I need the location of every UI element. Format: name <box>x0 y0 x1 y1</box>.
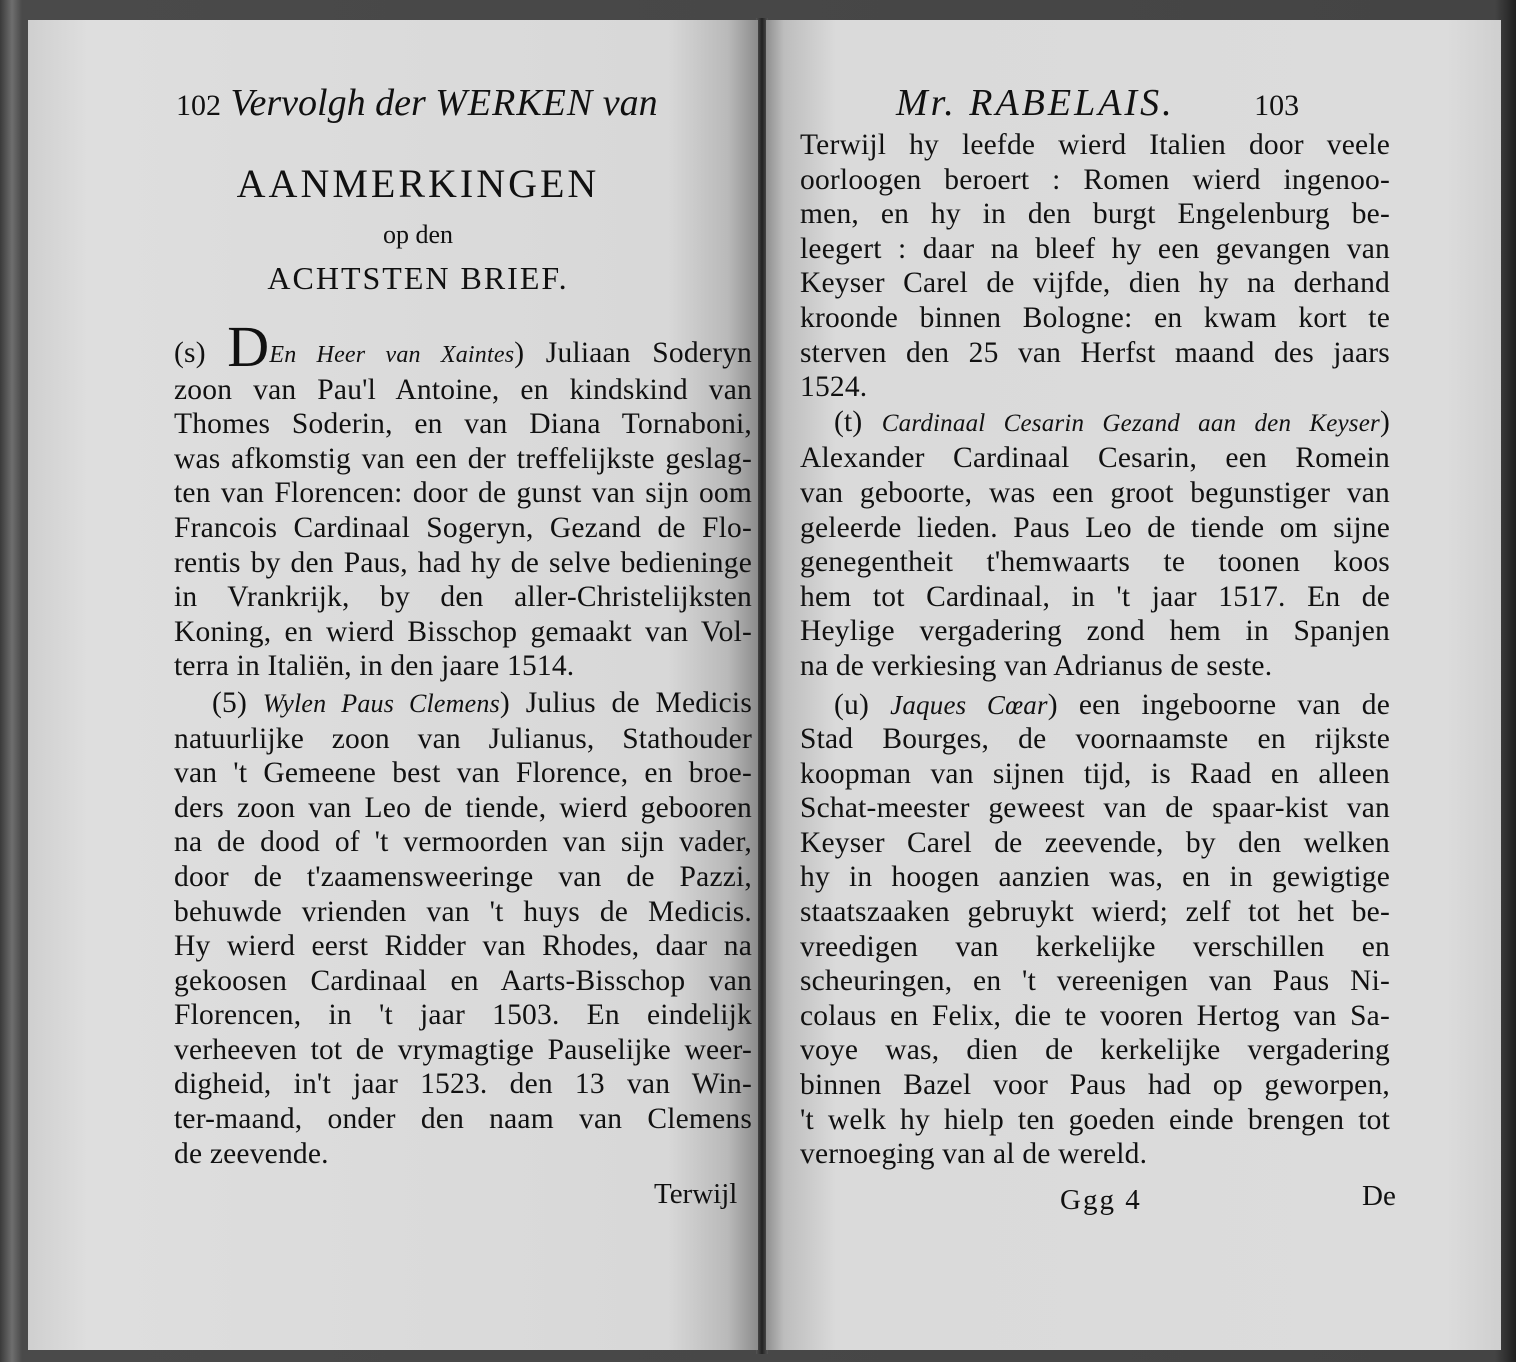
left-running-title-a: Vervolgh der <box>230 82 436 124</box>
text-line: 't welk hy hielp ten goeden einde brengen tot <box>800 1103 1390 1136</box>
text-line: hem tot Cardinaal, in 't jaar 1517. En de <box>800 580 1390 613</box>
text-line: leegert : daar na bleef hy een gevangen van <box>800 232 1390 265</box>
text-line: natuurlijke zoon van Julianus, Stathouder <box>174 722 752 755</box>
text-line: Thomes Soderin, en van Diana Tornaboni, <box>174 408 752 441</box>
text-line: ten van Florencen: door de gunst van sijn oom <box>174 477 752 510</box>
text-line: Schat-meester geweest van de spaar-kist van <box>800 792 1390 825</box>
note-s-first-line-rest: ) Juliaan Soderyn <box>514 337 752 369</box>
note-u <box>800 688 1390 1172</box>
right-notes <box>800 128 1390 1172</box>
text-line: behuwde vrienden van 't huys de Medicis. <box>174 895 752 928</box>
note-5-marker: (5) <box>212 686 263 719</box>
section-subheading: op den <box>382 220 454 249</box>
text-line: Florencen, in 't jaar 1503. En eindelijk <box>174 999 752 1032</box>
text-line: door de t'zaamensweeringe van de Pazzi, <box>174 860 752 893</box>
note-s-body <box>174 373 752 684</box>
text-line: Hy wierd eerst Ridder van Rhodes, daar na <box>174 930 752 963</box>
left-folio: 102 <box>176 89 221 122</box>
text-line: oorloogen beroert : Romen wierd ingenoo- <box>800 163 1390 196</box>
text-line: ders zoon van Leo de tiende, wierd gebooren <box>174 791 752 824</box>
text-line: hy in hoogen aanzien was, en in gewigtige <box>800 861 1390 894</box>
note-t-lemma: Cardinaal Cesarin Gezand aan den Keyser <box>881 409 1380 437</box>
note-5-lemma: Wylen Paus Clemens <box>262 688 500 718</box>
note-u-first-line-rest: ) een ingeboorne van de <box>1047 688 1390 721</box>
left-notes <box>174 314 752 1171</box>
text-line: na de dood of 't vermoorden van sijn vader, <box>174 826 752 859</box>
text-line: de zeevende. <box>174 1137 329 1170</box>
text-line: vernoeging van al de wereld. <box>800 1138 1148 1171</box>
text-line: Terwijl hy leefde wierd Italien door veele <box>800 129 1390 161</box>
text-line: geleerde lieden. Paus Leo de tiende om sijne <box>800 511 1390 544</box>
left-page <box>28 20 758 1350</box>
text-line: gekoosen Cardinaal en Aarts-Bisschop van <box>174 964 752 997</box>
note-5 <box>174 686 752 1171</box>
text-line: ter-maand, onder den naam van Clemens <box>174 1103 752 1136</box>
right-catchword: De <box>1362 1180 1396 1212</box>
left-running-head <box>176 84 658 122</box>
text-line: staatszaaken gebruykt wierd; zelf tot het be- <box>800 896 1390 929</box>
text-line: men, en hy in den burgt Engelenburg be- <box>800 198 1390 231</box>
note-5-first-line <box>174 686 752 722</box>
text-line: scheuringen, en 't vereenigen van Paus Ni- <box>800 965 1390 998</box>
text-line: colaus en Felix, die te vooren Hertog van Sa- <box>800 999 1390 1032</box>
right-page <box>766 20 1501 1350</box>
note-t-body <box>800 441 1390 683</box>
note-u-first-line <box>800 688 1390 723</box>
text-line: Stad Bourges, de voornaamste en rijkste <box>800 723 1390 756</box>
text-line: Keyser Carel de vijfde, dien hy na derhand <box>800 267 1390 300</box>
text-line: rentis by den Paus, had hy de selve bedieninge <box>174 546 752 579</box>
text-line: zoon van Pau'l Antoine, en kindskind van <box>174 373 752 406</box>
text-line: Alexander Cardinaal Cesarin, een Romein <box>800 442 1390 475</box>
text-line: was afkomstig van een der treffelijkste geslag- <box>174 442 752 475</box>
note-5-body <box>174 722 752 1172</box>
right-running-head <box>896 84 1299 122</box>
text-line: vreedigen van kerkelijke verschillen en <box>800 930 1390 963</box>
note-t-first-line-rest: ) <box>1379 405 1390 438</box>
text-line: voye was, dien de kerkelijke vergadering <box>800 1034 1390 1067</box>
note-s <box>174 314 752 684</box>
text-line: terra in Italiën, in den jaare 1514. <box>174 650 575 683</box>
text-line: Koning, en wierd Bisschop gemaakt van Vol- <box>174 615 752 648</box>
note-s-first-line <box>174 314 752 379</box>
text-line: Keyser Carel de zeevende, by den welken <box>800 826 1390 859</box>
note-s-lemma: En Heer van Xaintes <box>269 342 515 368</box>
text-line: van 't Gemeene best van Florence, en broe- <box>174 757 752 790</box>
note-s-marker: (s) <box>174 337 228 369</box>
text-line: in Vrankrijk, by den aller-Christelijksten <box>174 581 752 614</box>
note-u-lemma: Jaques Cœar <box>890 689 1048 720</box>
text-line: Francois Cardinaal Sogeryn, Gezand de Flo- <box>174 511 752 544</box>
text-line: 1524. <box>800 371 868 404</box>
text-line: koopman van sijnen tijd, is Raad en alleen <box>800 757 1390 790</box>
text-line: na de verkiesing van Adrianus de seste. <box>800 649 1273 682</box>
note-u-body <box>800 722 1390 1172</box>
note-t-first-line <box>800 405 1390 442</box>
section-heading-2: ACHTSTEN BRIEF. <box>267 260 569 296</box>
text-line: digheid, in't jaar 1523. den 13 van Win- <box>174 1068 752 1101</box>
text-line: kroonde binnen Bologne: en kwam kort te <box>800 301 1390 334</box>
text-line: sterven den 25 van Herfst maand des jaars <box>800 336 1390 369</box>
note-u-marker: (u) <box>834 688 891 721</box>
continued-text <box>800 128 1390 405</box>
right-folio: 103 <box>1254 89 1300 122</box>
note-s-dropcap: D <box>227 314 270 379</box>
left-running-title-c: van <box>593 82 658 124</box>
text-line: Heylige vergadering zond hem in Spanjen <box>800 615 1390 648</box>
note-t <box>800 405 1390 684</box>
note-5-first-line-rest: ) Julius de Medicis <box>499 686 752 719</box>
signature-mark: Ggg 4 <box>1060 1184 1142 1216</box>
left-catchword: Terwijl <box>654 1178 738 1210</box>
text-line: van geboorte, was een groot begunstiger van <box>800 476 1390 509</box>
left-running-title-b: WERKEN <box>435 82 594 124</box>
right-running-title: Mr. RABELAIS. <box>896 82 1175 124</box>
section-heading: AANMERKINGEN <box>236 161 600 206</box>
text-line: verheeven tot de vrymagtige Pauselijke weer- <box>174 1033 752 1066</box>
text-line: binnen Bazel voor Paus had op geworpen, <box>800 1069 1390 1102</box>
text-line: genegentheit t'hemwaarts te toonen koos <box>800 546 1390 579</box>
note-t-marker: (t) <box>834 405 882 438</box>
